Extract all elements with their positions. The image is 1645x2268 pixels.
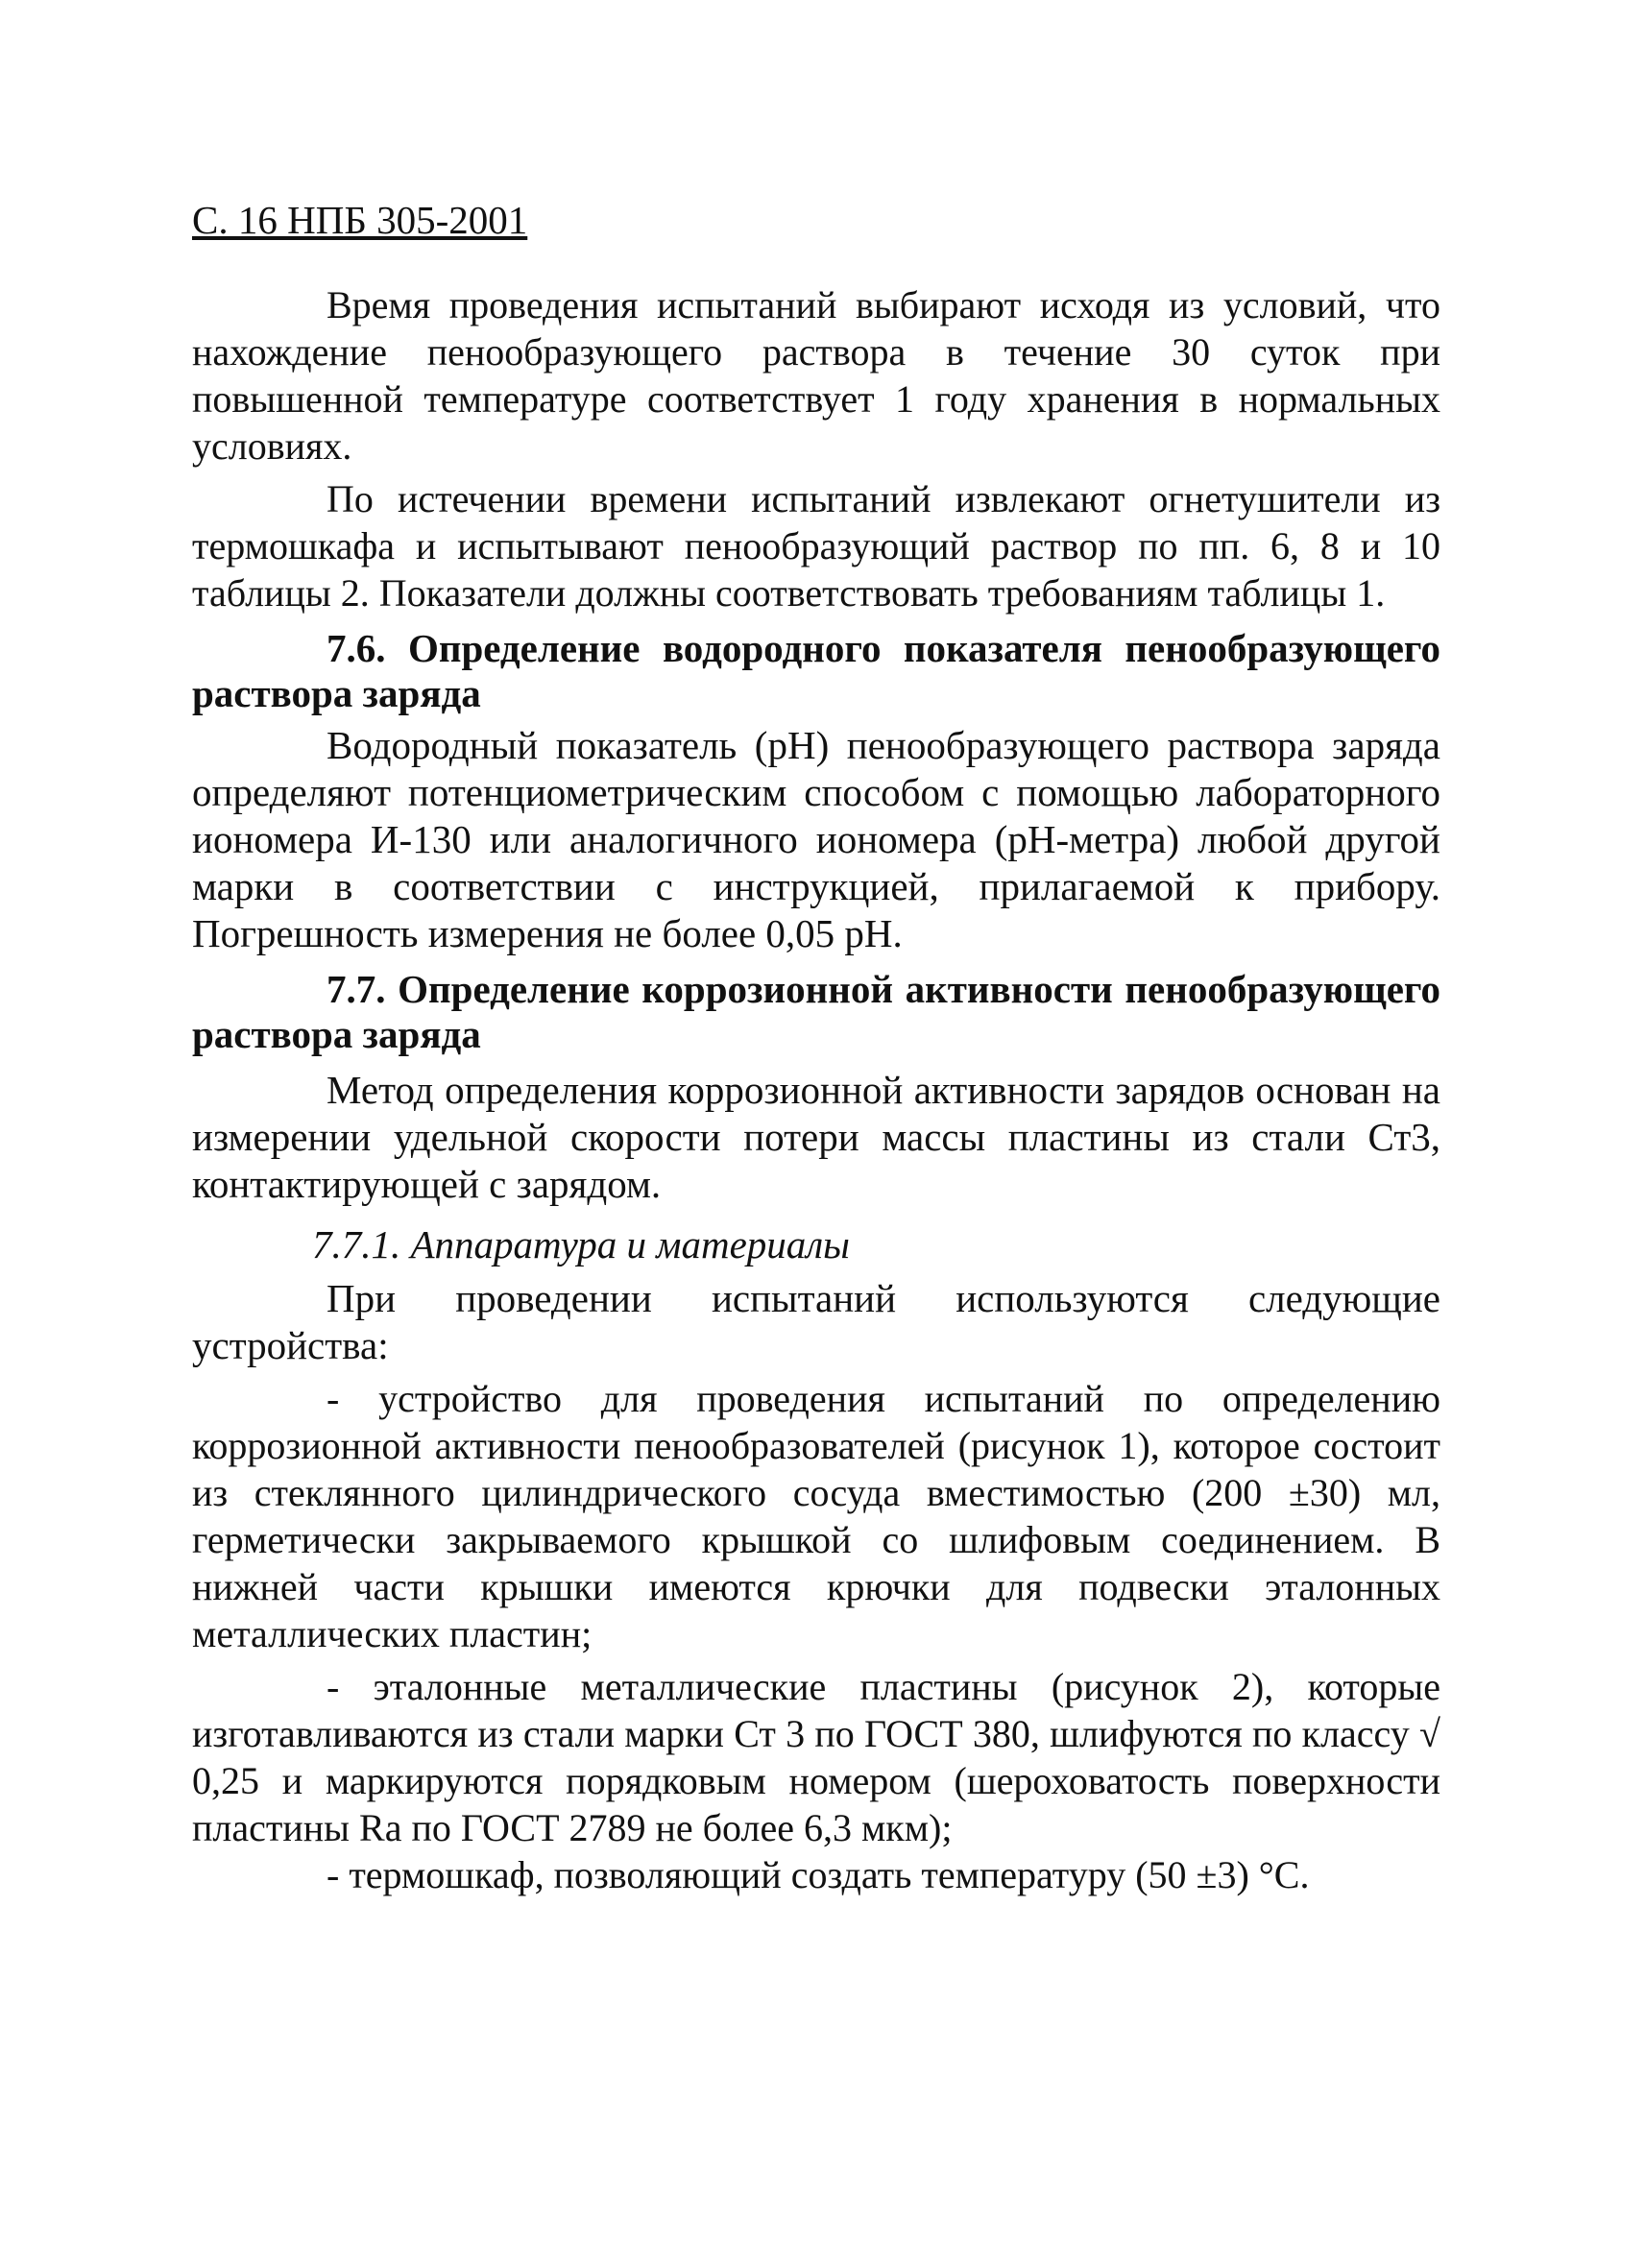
paragraph-ph-method: Водородный показатель (рН) пенообразующего раствора заряда определяют потенциометрическим способом с помощью лабораторного иономера И-130 или аналогичного иономера (рН-метра) любой другой марки в соответствии с инструкцией, прилагаемой к прибору. Погрешность измерения не более 0,05 рН. <box>192 723 1440 955</box>
paragraph-test-duration: Время проведения испытаний выбирают исходя из условий, что нахождение пенообразующего раствора в течение 30 суток при повышенной температуре соответствует 1 году хранения в нормальных условиях. <box>192 283 1440 468</box>
section-heading-7-7: 7.7. Определение коррозионной активности пенообразующего раствора заряда <box>192 967 1440 1056</box>
list-item-test-device: - устройство для проведения испытаний по определению коррозионной активности пенообразователей (рисунок 1), которое состоит из стеклянного цилиндрического сосуда вместимостью (200 ±30) мл, герметически закрываемого крышкой со шлифовым соединением. В нижней части крышки имеются крючки для подвески эталонных металлических пластин; <box>192 1377 1440 1655</box>
list-item-thermal-cabinet: - термошкаф, позволяющий создать температуру (50 ±3) °С. <box>327 1853 1310 1896</box>
section-heading-7-6: 7.6. Определение водородного показателя пенообразующего раствора заряда <box>192 626 1440 715</box>
paragraph-devices-intro: При проведении испытаний используются следующие устройства: <box>192 1276 1440 1367</box>
page-content <box>192 197 1440 1898</box>
subsection-heading-7-7-1: 7.7.1. Аппаратура и материалы <box>312 1222 850 1267</box>
page-header: С. 16 НПБ 305-2001 <box>192 198 528 242</box>
list-item-metal-plates: - эталонные металлические пластины (рисунок 2), которые изготавливаются из стали марки Ст 3 по ГОСТ 380, шлифуются по классу √ 0,25 и маркируются порядковым номером (шероховатость поверхности пластины Rа по ГОСТ 2789 не более 6,3 мкм); <box>192 1665 1440 1849</box>
paragraph-test-result: По истечении времени испытаний извлекают огнетушители из термошкафа и испытывают пенообразующий раствор по пп. 6, 8 и 10 таблицы 2. Показатели должны соответствовать требованиям таблицы 1. <box>192 477 1440 615</box>
paragraph-corrosion-method: Метод определения коррозионной активности зарядов основан на измерении удельной скорости потери массы пластины из стали Ст3, контактирующей с зарядом. <box>192 1068 1440 1206</box>
